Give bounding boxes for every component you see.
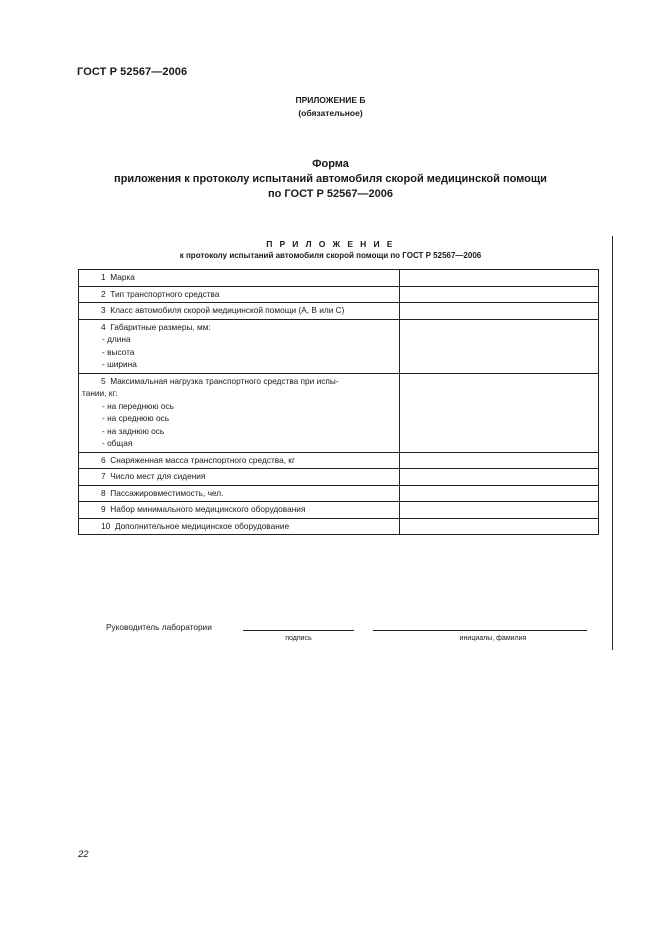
row-number: 3 — [101, 305, 106, 315]
row-number: 9 — [101, 504, 106, 514]
table-row — [79, 303, 599, 320]
row-label: Максимальная нагрузка транспортного средства при испы- — [110, 375, 339, 386]
row-label: Класс автомобиля скорой медицинской помощи (А, В или С) — [110, 305, 345, 315]
value-cell[interactable] — [400, 286, 599, 303]
table-row — [79, 469, 599, 486]
value-cell[interactable] — [400, 319, 599, 373]
table-row — [79, 319, 599, 373]
value-cell[interactable] — [400, 469, 599, 486]
row-number: 4 — [101, 321, 106, 332]
name-caption: инициалы, фамилия — [459, 635, 527, 642]
annex-status: (обязательное) — [298, 108, 363, 118]
name-line[interactable] — [373, 630, 587, 631]
row-label: Габаритные размеры, мм: — [110, 321, 211, 332]
margin-line — [612, 236, 613, 650]
value-cell[interactable] — [400, 485, 599, 502]
row-subitem: - длина — [102, 334, 131, 344]
value-cell[interactable] — [400, 303, 599, 320]
row-subitem: - на переднюю ось — [102, 400, 174, 411]
value-cell[interactable] — [400, 502, 599, 519]
signature-line[interactable] — [243, 630, 354, 631]
form-title-line1: Форма — [312, 158, 349, 170]
form-title-line2: приложения к протоколу испытаний автомобиля скорой медицинской помощи — [114, 173, 547, 185]
row-label: Тип транспортного средства — [110, 288, 220, 299]
row-number: 8 — [101, 487, 106, 498]
standard-code: ГОСТ Р 52567—2006 — [77, 66, 188, 78]
table-row — [79, 270, 599, 287]
annex-title: ПРИЛОЖЕНИЕ Б — [295, 95, 366, 105]
row-label-continuation: тании, кг: — [82, 388, 118, 398]
row-subitem: - на среднюю ось — [102, 413, 170, 423]
appendix-title: П Р И Л О Ж Е Н И Е — [266, 239, 395, 249]
table-row — [79, 373, 599, 452]
form-title-line3: по ГОСТ Р 52567—2006 — [268, 188, 393, 200]
row-subitem: - общая — [102, 438, 133, 448]
table-row — [79, 452, 599, 469]
page-number: 22 — [78, 849, 89, 860]
value-cell[interactable] — [400, 373, 599, 452]
row-label: Снаряженная масса транспортного средства, кг — [110, 454, 295, 465]
row-number: 1 — [101, 272, 106, 282]
form-table — [78, 269, 599, 535]
table-row — [79, 286, 599, 303]
row-label: Пассажировместимость, чел. — [110, 487, 224, 498]
table-row — [79, 485, 599, 502]
row-subitem: - на заднюю ось — [102, 425, 165, 436]
row-label: Дополнительное медицинское оборудование — [114, 520, 290, 531]
form-title — [0, 157, 661, 202]
row-number: 6 — [101, 454, 106, 465]
row-label: Число мест для сидения — [110, 471, 206, 481]
row-number: 2 — [101, 288, 106, 299]
table-row — [79, 518, 599, 535]
table-row — [79, 502, 599, 519]
value-cell[interactable] — [400, 452, 599, 469]
row-label: Набор минимального медицинского оборудования — [110, 504, 306, 514]
row-number: 5 — [101, 375, 106, 386]
signature-label: Руководитель лаборатории — [106, 622, 212, 632]
row-number: 7 — [101, 471, 106, 481]
value-cell[interactable] — [400, 518, 599, 535]
row-subitem: - высота — [102, 346, 135, 357]
signature-caption: подпись — [285, 635, 312, 642]
appendix-subtitle: к протоколу испытаний автомобиля скорой помощи по ГОСТ Р 52567—2006 — [179, 251, 482, 260]
row-label: Марка — [110, 272, 135, 282]
row-number: 10 — [101, 520, 111, 531]
row-subitem: - ширина — [102, 359, 137, 369]
value-cell[interactable] — [400, 270, 599, 287]
